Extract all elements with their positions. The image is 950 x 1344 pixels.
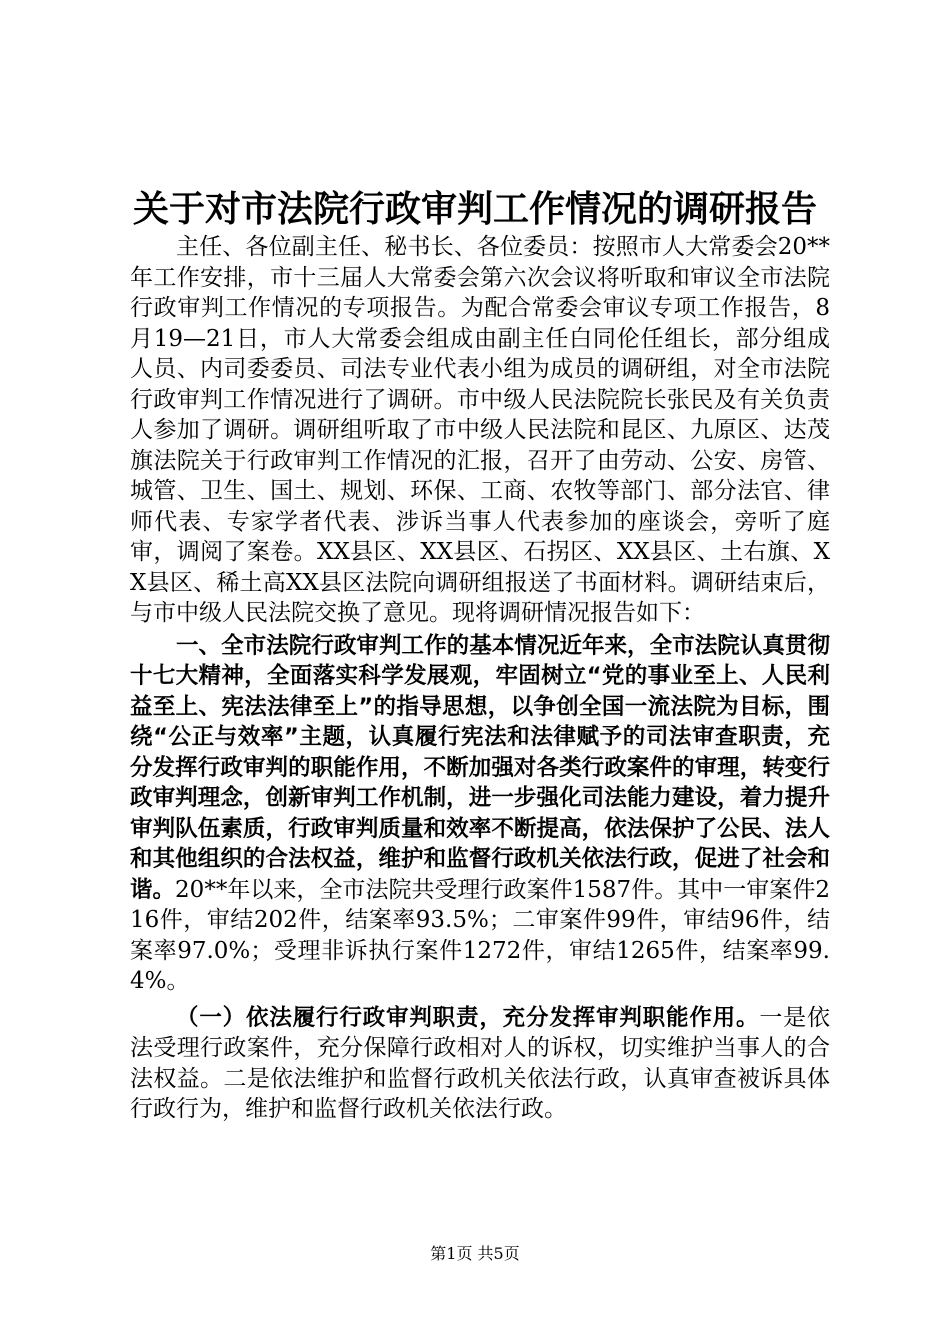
intro-paragraph: 主任、各位副主任、秘书长、各位委员：按照市人大常委会20**年工作安排，市十三届人大常委会第六次会议将听取和审议全市法院行政审判工作情况的专项报告。为配合常委会审议专项工作报告，8月19—21日，市人大常委会组成由副主任白同伦任组长，部分组成人员、内司委委员、司法专业代表小组为成员的调研组，对全市法院行政审判工作情况进行了调研。市中级人民法院院长张民及有关负责人参加了调研。调研组听取了市中级人民法院和昆区、九原区、达茂旗法院关于行政审判工作情况的汇报，召开了由劳动、公安、房管、城管、卫生、国土、规划、环保、工商、农牧等部门、部分法官、律师代表、专家学者代表、涉诉当事人代表参加的座谈会，旁听了庭审，调阅了案卷。XX县区、XX县区、石拐区、XX县区、土右旗、XX县区、稀土高XX县区法院向调研组报送了书面材料。调研结束后，与市中级人民法院交换了意见。现将调研情况报告如下： bbox=[130, 234, 830, 626]
subsection-one-paragraph bbox=[130, 1003, 830, 1125]
page-number-footer: 第1页 共5页 bbox=[430, 1244, 520, 1263]
document-title: 关于对市法院行政审判工作情况的调研报告 bbox=[132, 188, 817, 230]
subsection-one-heading: （一）依法履行行政审判职责，充分发挥审判职能作用。 bbox=[176, 1004, 760, 1031]
document-body bbox=[130, 232, 830, 1125]
section-one-paragraph bbox=[130, 631, 830, 997]
section-one-text: 一、全市法院行政审判工作的基本情况近年来，全市法院认真贯彻十七大精神，全面落实科学发展观，牢固树立“党的事业至上、人民利益至上、宪法法律至上”的指导思想，以争创全国一流法院为目标，围绕“公正与效率”主题，认真履行宪法和法律赋予的司法审查职责，充分发挥行政审判的职能作用，不断加强对各类行政案件的审理，转变行政审判理念，创新审判工作机制，进一步强化司法能力建设，着力提升审判队伍素质，行政审判质量和效率不断提高，依法保护了公民、法人和其他组织的合法权益，维护和监督行政机关依法行政，促进了社会和谐。 bbox=[130, 632, 830, 903]
subsection-one-body: 一是依法受理行政案件，充分保障行政相对人的诉权，切实维护当事人的合法权益。二是依法维护和监督行政机关依法行政，认真审查被诉具体行政行为，维护和监督行政机关依法行政。 bbox=[130, 1004, 830, 1122]
section-one-statistics: 20**年以来，全市法院共受理行政案件1587件。其中一审案件216件，审结202件，结案率93.5%；二审案件99件，审结96件，结案率97.0%；受理非诉执行案件1272件，审结1265件，结案率99.4%。 bbox=[130, 876, 830, 994]
